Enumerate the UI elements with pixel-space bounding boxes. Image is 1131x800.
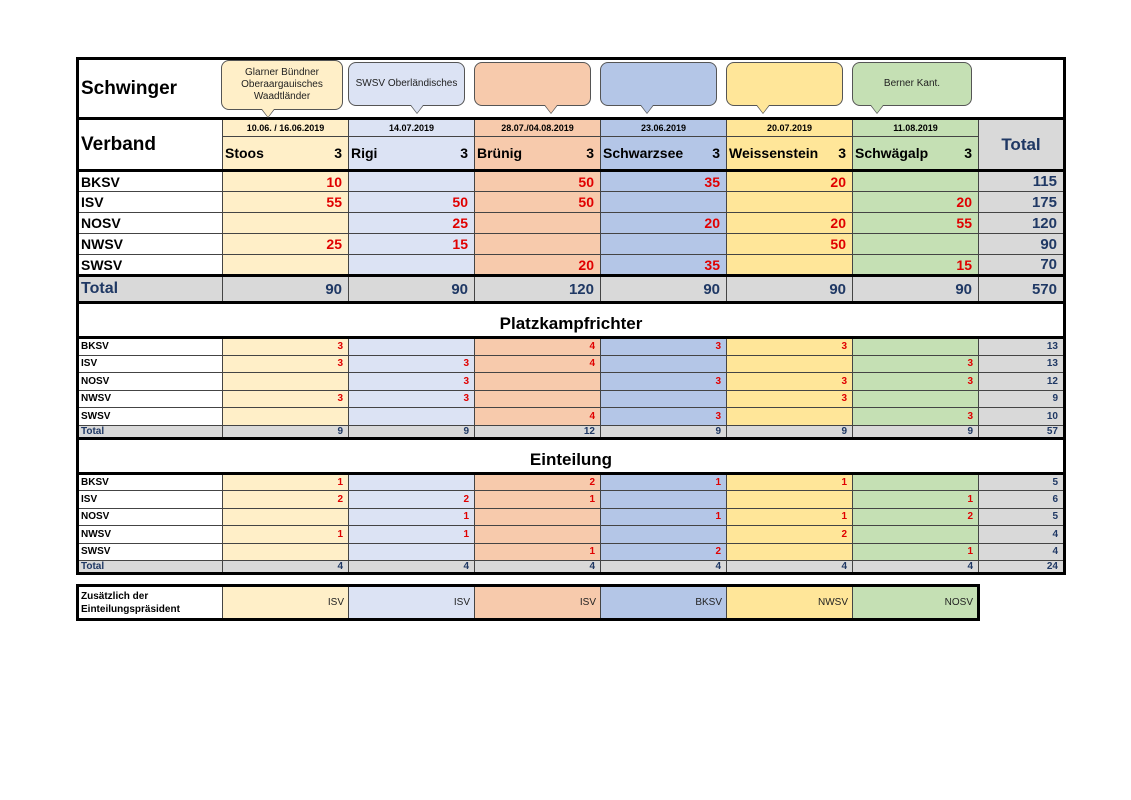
event-name — [853, 137, 979, 171]
platzkampfrichter-title: Platzkampfrichter — [78, 303, 1065, 338]
einteilung-value: 2 — [475, 473, 601, 491]
platzkampfrichter-value: 3 — [349, 390, 475, 408]
callout-pointer-fill — [757, 105, 769, 113]
platzkampfrichter-row — [78, 390, 1065, 408]
schwinger-value — [601, 234, 727, 255]
callout-pointer-fill — [871, 105, 883, 113]
einteilung-value: 1 — [601, 473, 727, 491]
venue-callout-bubble — [852, 62, 972, 106]
platzkampfrichter-value: 3 — [601, 373, 727, 391]
grand-total: 57 — [979, 425, 1065, 438]
column-total: 9 — [727, 425, 853, 438]
schwinger-value: 55 — [223, 192, 349, 213]
platzkampfrichter-value: 3 — [727, 373, 853, 391]
schwinger-value: 25 — [223, 234, 349, 255]
einteilungspraesident-value: NOSV — [853, 586, 979, 620]
platzkampfrichter-value — [475, 373, 601, 391]
verband-name: NOSV — [78, 373, 223, 391]
column-total: 120 — [475, 276, 601, 303]
venue-callout-bubble — [221, 60, 343, 110]
row-total: 175 — [979, 192, 1065, 213]
total-label: Total — [78, 561, 223, 574]
column-total: 90 — [601, 276, 727, 303]
schwinger-label: Schwinger — [78, 59, 223, 119]
venue-callout-bubble — [726, 62, 843, 106]
platzkampfrichter-value — [853, 390, 979, 408]
column-total: 90 — [853, 276, 979, 303]
row-total: 13 — [979, 338, 1065, 356]
einteilungspraesident-value: ISV — [223, 586, 349, 620]
schwinger-row — [78, 234, 1065, 255]
einteilung-value: 1 — [475, 543, 601, 561]
schwinger-total-row — [78, 276, 1065, 303]
column-total: 90 — [349, 276, 475, 303]
event-count: 3 — [838, 145, 846, 161]
schwinger-value: 15 — [349, 234, 475, 255]
event-name — [601, 137, 727, 171]
allocation-sheet — [76, 57, 1066, 621]
schwinger-value — [475, 213, 601, 234]
platzkampfrichter-value: 4 — [475, 338, 601, 356]
spacer-row — [78, 574, 1065, 586]
einteilung-value — [727, 491, 853, 509]
einteilung-value — [349, 473, 475, 491]
platzkampfrichter-value — [601, 390, 727, 408]
event-name-row — [78, 137, 1065, 171]
row-total: 6 — [979, 491, 1065, 509]
row-total: 9 — [979, 390, 1065, 408]
platzkampfrichter-row — [78, 408, 1065, 426]
einteilung-row — [78, 526, 1065, 544]
event-title: Weissenstein — [729, 145, 819, 161]
column-total: 9 — [349, 425, 475, 438]
schwinger-value: 20 — [727, 213, 853, 234]
schwinger-value: 20 — [727, 171, 853, 192]
einteilung-value: 2 — [349, 491, 475, 509]
einteilung-value — [853, 473, 979, 491]
verband-name: SWSV — [78, 255, 223, 276]
platzkampfrichter-value — [475, 390, 601, 408]
schwinger-value — [475, 234, 601, 255]
row-total: 70 — [979, 255, 1065, 276]
einteilung-value: 1 — [349, 508, 475, 526]
main-table — [76, 57, 1066, 621]
grand-total: 24 — [979, 561, 1065, 574]
schwinger-value: 50 — [475, 171, 601, 192]
einteilung-value — [727, 543, 853, 561]
row-total: 4 — [979, 526, 1065, 544]
venue-callout-bubble — [474, 62, 591, 106]
einteilung-value: 1 — [223, 473, 349, 491]
row-total: 10 — [979, 408, 1065, 426]
platzkampfrichter-value: 3 — [223, 338, 349, 356]
schwinger-value: 20 — [475, 255, 601, 276]
event-date: 28.07./04.08.2019 — [475, 119, 601, 137]
schwinger-value: 15 — [853, 255, 979, 276]
row-total: 12 — [979, 373, 1065, 391]
event-date: 11.08.2019 — [853, 119, 979, 137]
spacer — [78, 574, 1065, 586]
row-total: 115 — [979, 171, 1065, 192]
einteilung-total-row — [78, 561, 1065, 574]
event-name — [349, 137, 475, 171]
event-count: 3 — [964, 145, 972, 161]
event-date: 20.07.2019 — [727, 119, 853, 137]
platzkampfrichter-value: 4 — [475, 408, 601, 426]
einteilung-value — [601, 526, 727, 544]
einteilung-row — [78, 491, 1065, 509]
einteilung-value — [223, 508, 349, 526]
einteilung-title-row — [78, 438, 1065, 473]
schwinger-value: 35 — [601, 255, 727, 276]
platzkampfrichter-value — [727, 408, 853, 426]
schwinger-value — [727, 192, 853, 213]
platzkampfrichter-value — [853, 338, 979, 356]
verband-name: NWSV — [78, 234, 223, 255]
verband-name: ISV — [78, 355, 223, 373]
einteilung-value: 2 — [223, 491, 349, 509]
schwinger-value: 25 — [349, 213, 475, 234]
schwinger-value: 50 — [475, 192, 601, 213]
schwinger-value — [223, 255, 349, 276]
event-title: Stoos — [225, 145, 264, 161]
schwinger-value — [223, 213, 349, 234]
einteilung-value — [349, 543, 475, 561]
einteilung-value: 1 — [727, 473, 853, 491]
row-total: 90 — [979, 234, 1065, 255]
platzkampfrichter-value — [349, 408, 475, 426]
einteilung-value — [475, 508, 601, 526]
platzkampfrichter-title-row — [78, 303, 1065, 338]
event-count: 3 — [712, 145, 720, 161]
column-total: 4 — [727, 561, 853, 574]
einteilungspraesident-value: BKSV — [601, 586, 727, 620]
platzkampfrichter-value — [223, 373, 349, 391]
platzkampfrichter-value: 3 — [349, 373, 475, 391]
schwinger-row — [78, 213, 1065, 234]
event-title: Schwarzsee — [603, 145, 684, 161]
schwinger-value: 50 — [727, 234, 853, 255]
event-date: 23.06.2019 — [601, 119, 727, 137]
einteilung-row — [78, 508, 1065, 526]
einteilungspraesident-value: NWSV — [727, 586, 853, 620]
verband-name: NOSV — [78, 213, 223, 234]
einteilung-value — [475, 526, 601, 544]
verband-label: Verband — [78, 119, 223, 171]
einteilung-value: 1 — [223, 526, 349, 544]
platzkampfrichter-value: 3 — [223, 390, 349, 408]
row-total: 13 — [979, 355, 1065, 373]
column-total: 4 — [853, 561, 979, 574]
event-name — [223, 137, 349, 171]
schwinger-value — [727, 255, 853, 276]
event-count: 3 — [460, 145, 468, 161]
platzkampfrichter-total-row — [78, 425, 1065, 438]
platzkampfrichter-value — [223, 408, 349, 426]
schwinger-value: 55 — [853, 213, 979, 234]
verband-name: BKSV — [78, 171, 223, 192]
column-total: 9 — [601, 425, 727, 438]
venue-callout-text: Berner Kant. — [883, 78, 941, 89]
einteilung-value — [853, 526, 979, 544]
schwinger-value: 35 — [601, 171, 727, 192]
schwinger-value: 10 — [223, 171, 349, 192]
event-title: Brünig — [477, 145, 523, 161]
column-total: 12 — [475, 425, 601, 438]
event-title: Schwägalp — [855, 145, 929, 161]
platzkampfrichter-value — [601, 355, 727, 373]
platzkampfrichter-value: 4 — [475, 355, 601, 373]
verband-name: ISV — [78, 491, 223, 509]
platzkampfrichter-value: 3 — [223, 355, 349, 373]
verband-name: NWSV — [78, 390, 223, 408]
verband-name: NWSV — [78, 526, 223, 544]
einteilung-value: 1 — [601, 508, 727, 526]
schwinger-value — [601, 192, 727, 213]
einteilung-value: 1 — [475, 491, 601, 509]
platzkampfrichter-value: 3 — [601, 338, 727, 356]
row-total: 5 — [979, 508, 1065, 526]
platzkampfrichter-row — [78, 355, 1065, 373]
schwinger-value — [853, 171, 979, 192]
einteilung-value: 1 — [853, 491, 979, 509]
einteilung-value: 1 — [349, 526, 475, 544]
total-label: Total — [78, 425, 223, 438]
venue-callout-bubble — [600, 62, 717, 106]
event-date: 10.06. / 16.06.2019 — [223, 119, 349, 137]
column-total: 4 — [475, 561, 601, 574]
row-total: 4 — [979, 543, 1065, 561]
total-header: Total — [979, 119, 1065, 171]
venue-callout-bubble — [348, 62, 465, 106]
einteilung-value: 1 — [727, 508, 853, 526]
platzkampfrichter-value: 3 — [853, 373, 979, 391]
grand-total: 570 — [979, 276, 1065, 303]
schwinger-row — [78, 255, 1065, 276]
verband-name: NOSV — [78, 508, 223, 526]
platzkampfrichter-value: 3 — [853, 355, 979, 373]
verband-name: BKSV — [78, 473, 223, 491]
column-total: 4 — [601, 561, 727, 574]
platzkampfrichter-row — [78, 338, 1065, 356]
platzkampfrichter-value: 3 — [727, 390, 853, 408]
einteilung-value: 2 — [727, 526, 853, 544]
event-name — [475, 137, 601, 171]
date-row — [78, 119, 1065, 137]
callout-pointer-fill — [262, 109, 274, 117]
verband-name: SWSV — [78, 408, 223, 426]
platzkampfrichter-value: 3 — [853, 408, 979, 426]
einteilung-row — [78, 543, 1065, 561]
venue-callout-text: Glarner Bündner Oberaargauisches Waadtländer — [241, 67, 323, 102]
einteilung-value — [223, 543, 349, 561]
schwinger-row — [78, 171, 1065, 192]
zusatz-label — [78, 586, 223, 620]
verband-name: ISV — [78, 192, 223, 213]
callout-pointer-fill — [545, 105, 557, 113]
platzkampfrichter-value: 3 — [349, 355, 475, 373]
platzkampfrichter-value: 3 — [601, 408, 727, 426]
event-name — [727, 137, 853, 171]
einteilung-value — [601, 491, 727, 509]
einteilung-value: 2 — [601, 543, 727, 561]
event-title: Rigi — [351, 145, 378, 161]
schwinger-value: 20 — [601, 213, 727, 234]
einteilung-value: 2 — [853, 508, 979, 526]
venue-callout-text: SWSV Oberländisches — [355, 78, 458, 89]
empty-cell — [979, 586, 1065, 620]
verband-name: SWSV — [78, 543, 223, 561]
zusatz-row — [78, 586, 1065, 620]
row-total: 120 — [979, 213, 1065, 234]
column-total: 4 — [223, 561, 349, 574]
column-total: 9 — [223, 425, 349, 438]
zusatz-label-line: Einteilungspräsident — [81, 603, 180, 615]
einteilung-title: Einteilung — [78, 438, 1065, 473]
schwinger-value — [853, 234, 979, 255]
event-count: 3 — [586, 145, 594, 161]
schwinger-row — [78, 192, 1065, 213]
zusatz-label-line: Zusätzlich der — [81, 590, 149, 602]
platzkampfrichter-row — [78, 373, 1065, 391]
callout-pointer-fill — [411, 105, 423, 113]
einteilungspraesident-value: ISV — [475, 586, 601, 620]
row-total: 5 — [979, 473, 1065, 491]
platzkampfrichter-value — [349, 338, 475, 356]
schwinger-value — [349, 255, 475, 276]
column-total: 90 — [727, 276, 853, 303]
callout-pointer-fill — [641, 105, 653, 113]
platzkampfrichter-value — [727, 355, 853, 373]
verband-name: BKSV — [78, 338, 223, 356]
column-total: 4 — [349, 561, 475, 574]
event-count: 3 — [334, 145, 342, 161]
einteilung-row — [78, 473, 1065, 491]
total-label: Total — [78, 276, 223, 303]
event-date: 14.07.2019 — [349, 119, 475, 137]
einteilung-value: 1 — [853, 543, 979, 561]
schwinger-value: 50 — [349, 192, 475, 213]
schwinger-value: 20 — [853, 192, 979, 213]
column-total: 9 — [853, 425, 979, 438]
einteilungspraesident-value: ISV — [349, 586, 475, 620]
column-total: 90 — [223, 276, 349, 303]
platzkampfrichter-value: 3 — [727, 338, 853, 356]
schwinger-value — [349, 171, 475, 192]
